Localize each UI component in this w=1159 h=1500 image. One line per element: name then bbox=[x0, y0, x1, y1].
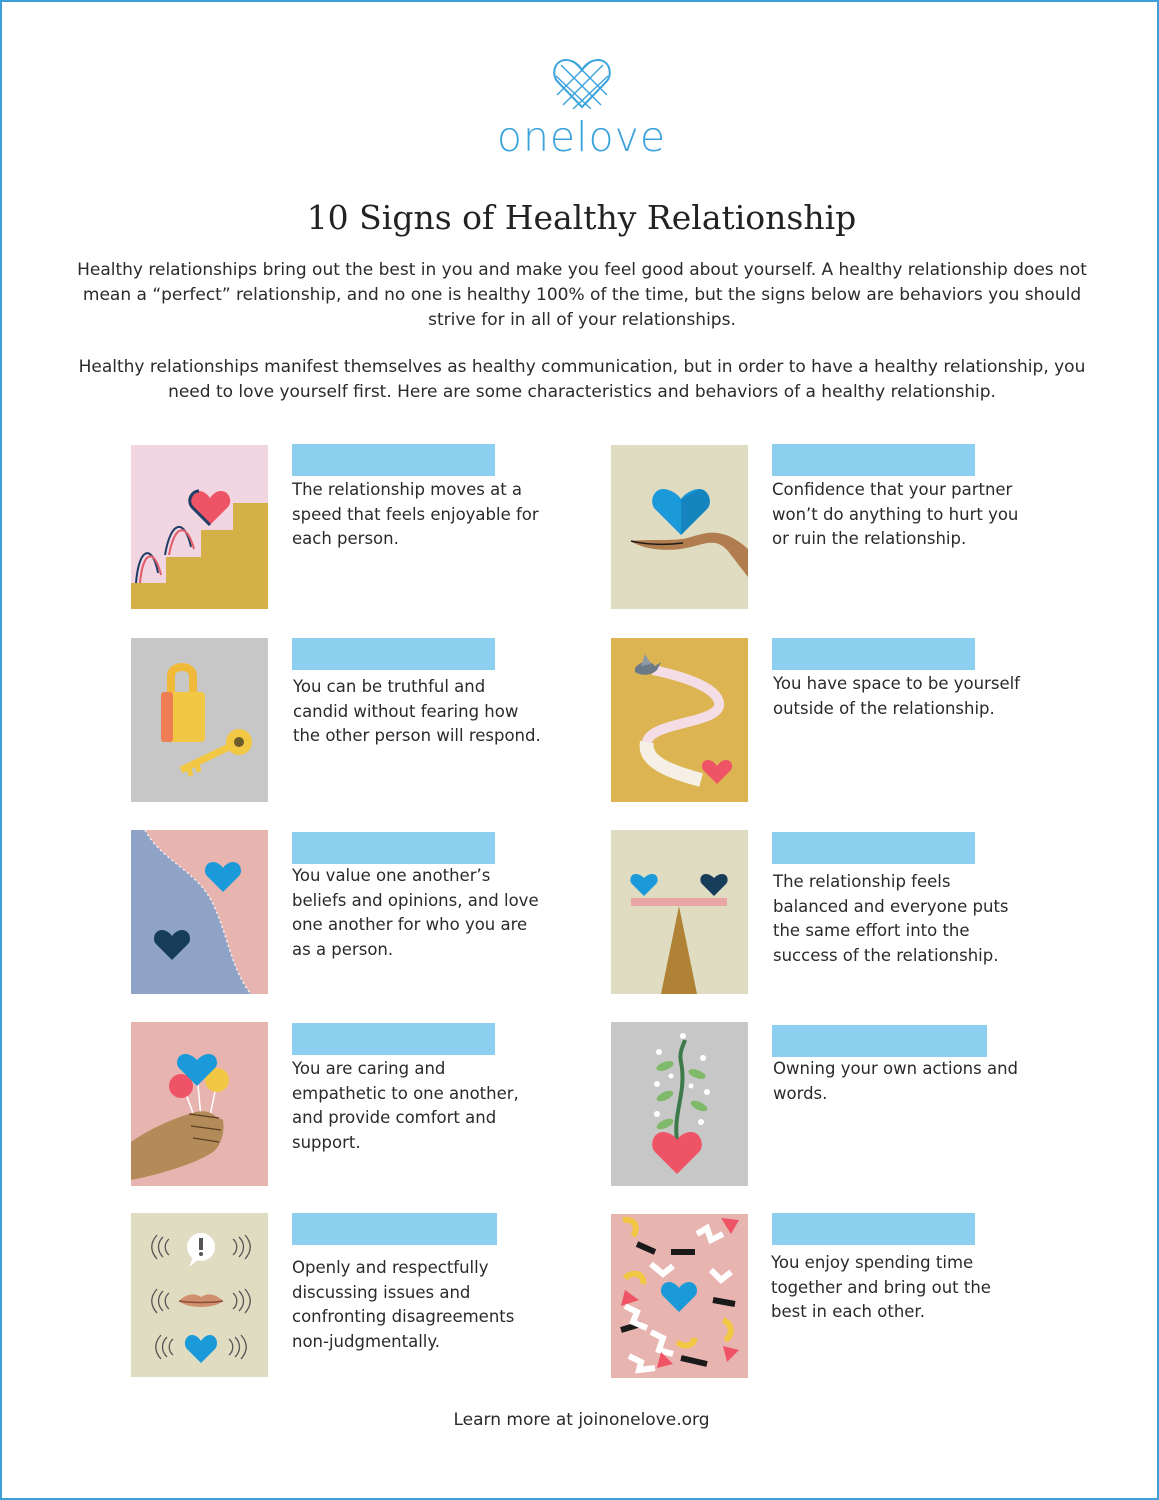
heart-climbing-stairs-icon bbox=[131, 445, 268, 609]
sign-description: Owning your own actions and words. bbox=[773, 1059, 1019, 1103]
sign-description: Openly and respectfully discussing issues and confronting disagreements non-judgmentally. bbox=[292, 1258, 515, 1351]
sign-label-bar bbox=[292, 1213, 497, 1245]
sign-label-bar bbox=[772, 444, 975, 476]
brand-name: onelove bbox=[496, 113, 667, 161]
sign-description: Confidence that your partner won’t do anything to hurt you or ruin the relationship. bbox=[772, 480, 1019, 549]
balance-scale-hearts-icon bbox=[611, 830, 748, 994]
sign-description: The relationship moves at a speed that feels enjoyable for each person. bbox=[292, 480, 539, 549]
hand-with-balloons-icon bbox=[131, 1022, 268, 1186]
two-hearts-icon bbox=[131, 830, 268, 994]
sign-description: You are caring and empathetic to one another, and provide comfort and support. bbox=[292, 1059, 519, 1152]
page-title: 10 Signs of Healthy Relationship bbox=[306, 198, 857, 237]
sign-description: You can be truthful and candid without fearing how the other person will respond. bbox=[293, 677, 541, 746]
sign-label-bar bbox=[772, 832, 975, 864]
hand-holding-heart-icon bbox=[611, 445, 748, 609]
sign-label-bar bbox=[772, 638, 975, 670]
intro-paragraph-1: Healthy relationships bring out the best in you and make you feel good about yourself. A healthy relationship does not mean a “perfect” relationship, and no one is healthy 100% of the time, but the signs below are behaviors you should strive for in all of your relationships. bbox=[77, 260, 1087, 330]
sign-label-bar bbox=[772, 1025, 987, 1057]
sign-label-bar bbox=[292, 444, 495, 476]
heart-growing-plant-icon bbox=[611, 1022, 748, 1186]
intro-paragraph-2: Healthy relationships manifest themselves as healthy communication, but in order to have a healthy relationship, you need to love yourself first. Here are some characteristics and behaviors of a healthy relationship. bbox=[78, 357, 1086, 402]
sign-description: You enjoy spending time together and bring out the best in each other. bbox=[771, 1253, 991, 1322]
confetti-heart-icon bbox=[611, 1214, 748, 1378]
brand-logo[interactable] bbox=[2, 57, 1159, 161]
speech-lips-heart-icon bbox=[131, 1213, 268, 1377]
sign-description: The relationship feels balanced and everyone puts the same effort into the success of the relationship. bbox=[773, 872, 1009, 965]
lattice-heart-icon bbox=[553, 57, 611, 109]
bird-with-ribbon-icon bbox=[611, 638, 748, 802]
sign-description: You have space to be yourself outside of the relationship. bbox=[773, 674, 1020, 718]
sign-label-bar bbox=[292, 638, 495, 670]
sign-label-bar bbox=[292, 1023, 495, 1055]
sign-description: You value one another’s beliefs and opinions, and love one another for who you are as a person. bbox=[292, 866, 539, 959]
sign-label-bar bbox=[772, 1213, 975, 1245]
sign-label-bar bbox=[292, 832, 495, 864]
padlock-and-key-icon bbox=[131, 638, 268, 802]
footer-link[interactable]: Learn more at joinonelove.org bbox=[453, 1410, 710, 1430]
